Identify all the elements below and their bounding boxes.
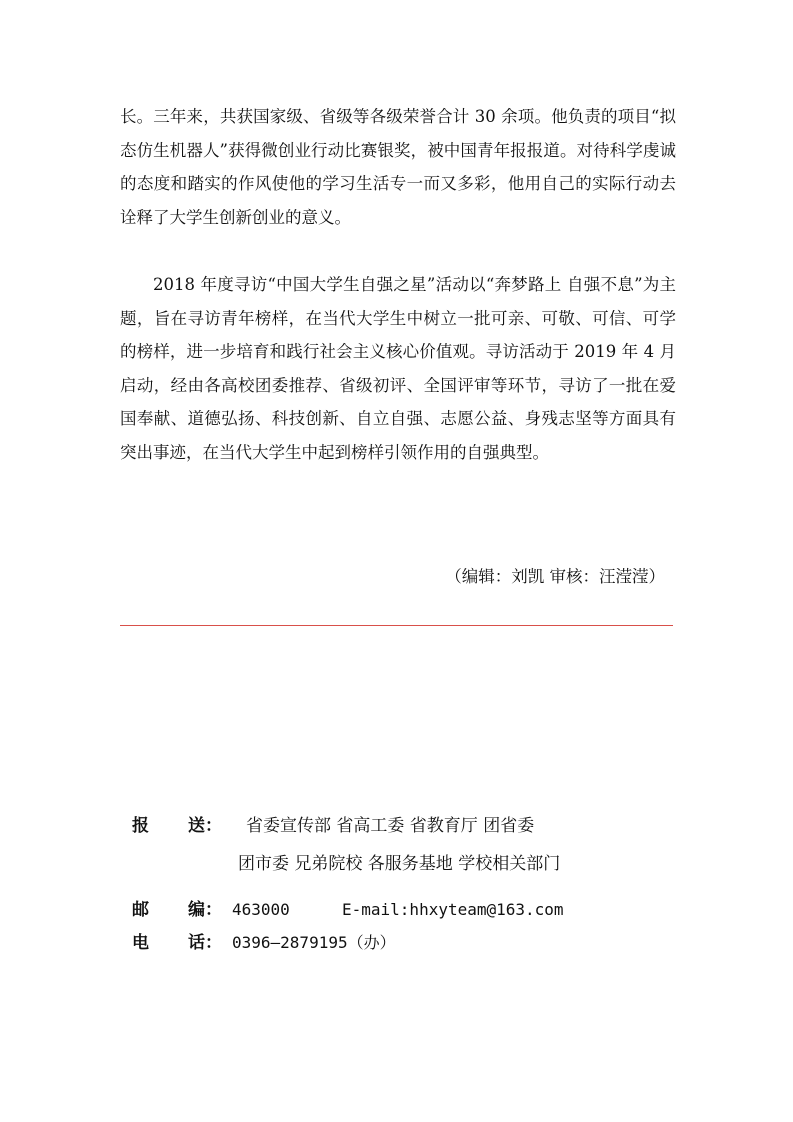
phone-label-a: 电 — [132, 933, 149, 953]
text-line: 可敬、可信、可学的榜样，进一步培育和践行社会主义核心价值观。 — [120, 308, 676, 361]
editor-credit: （编辑：刘凯 审核：汪滢滢） — [445, 567, 665, 586]
red-divider — [120, 625, 673, 626]
text-line: 2018 年度寻访“中国大学生自强之星”活动以“奔梦路上 自强 — [153, 275, 601, 294]
send-to-label-a: 报 — [132, 816, 149, 836]
phone-label-b: 话： — [188, 933, 222, 953]
text-line: 彩，他用自己的实际行动去诠释了大学生创新创业的意义。 — [120, 174, 676, 227]
postcode-label-a: 邮 — [132, 900, 149, 920]
send-to-line1: 省委宣传部 省高工委 省教育厅 团省委 — [246, 816, 535, 836]
send-to-label-b: 送： — [188, 816, 222, 836]
text-line: 到榜样引领作用的自强典型。 — [334, 442, 549, 462]
text-line: 寻访活动于 2019 年 4 月启动，经由各高校团委推荐、省级初评、全 — [120, 342, 677, 395]
send-to-line2: 团市委 兄弟院校 各服务基地 学校相关部门 — [238, 854, 561, 874]
text-line: 自强、志愿公益、身残志坚等方面具有突出事迹，在当代大学生中起 — [120, 409, 676, 462]
paragraph-campaign — [120, 268, 676, 469]
text-line: 不息”为主题，旨在寻访青年榜样，在当代大学生中树立一批可亲、 — [120, 275, 676, 328]
postcode-label-b: 编： — [188, 900, 222, 920]
text-line: 国评审等环节，寻访了一批在爱国奉献、道德弘扬、科技创新、自立 — [120, 375, 676, 428]
paragraph-achievements — [120, 100, 676, 234]
phone-value: 0396—2879195（办） — [232, 933, 396, 952]
text-line: 道。对待科学虔诚的态度和踏实的作风使他的学习生活专一而又多 — [120, 140, 677, 193]
email-address[interactable]: E-mail:hhxyteam@163.com — [342, 900, 564, 919]
postcode-value: 463000 — [232, 900, 290, 919]
text-line: 长。三年来，共获国家级、省级等各级荣誉合计 30 余项。他负责的 — [120, 107, 618, 126]
text-line: 项目“拟态仿生机器人”获得微创业行动比赛银奖，被中国青年报报 — [120, 107, 676, 160]
